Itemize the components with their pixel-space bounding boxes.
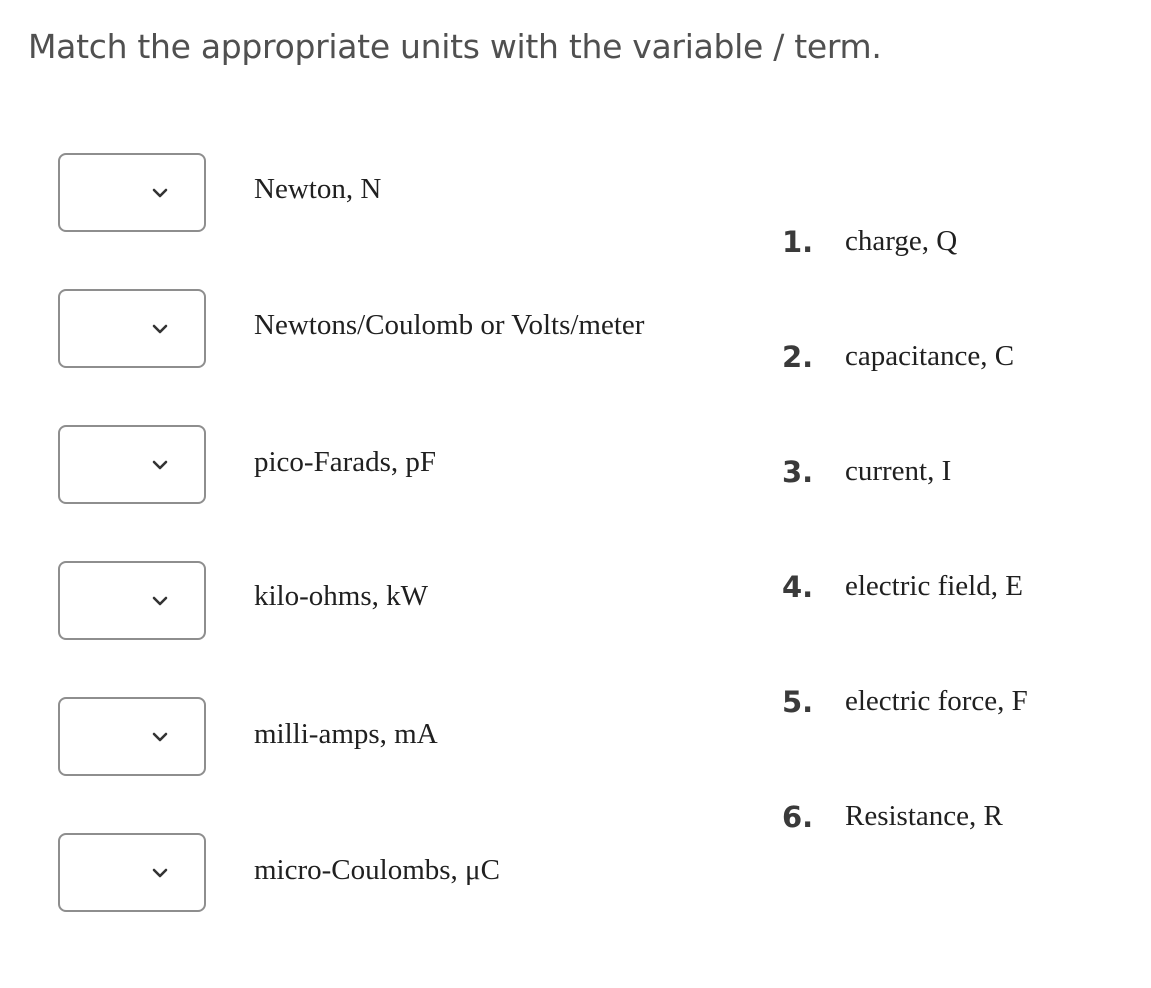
chevron-down-icon <box>152 459 168 471</box>
term-number: 5. <box>782 685 814 719</box>
term-text-electric-field: electric field, E <box>845 570 1023 602</box>
match-dropdown-1[interactable] <box>58 153 206 232</box>
chevron-down-icon <box>152 731 168 743</box>
term-number: 1. <box>782 225 814 259</box>
term-text-current: current, I <box>845 455 952 487</box>
term-text-resistance: Resistance, R <box>845 800 1003 832</box>
chevron-down-icon <box>152 187 168 199</box>
unit-label-micro-coulombs: micro-Coulombs, μC <box>254 854 500 886</box>
term-text-charge: charge, Q <box>845 225 958 257</box>
match-dropdown-4[interactable] <box>58 561 206 640</box>
match-dropdown-3[interactable] <box>58 425 206 504</box>
term-text-capacitance: capacitance, C <box>845 340 1015 372</box>
term-number: 4. <box>782 570 814 604</box>
match-dropdown-6[interactable] <box>58 833 206 912</box>
question-title: Match the appropriate units with the variable / term. <box>28 27 882 66</box>
match-dropdown-5[interactable] <box>58 697 206 776</box>
term-number: 6. <box>782 800 814 834</box>
chevron-down-icon <box>152 323 168 335</box>
term-number: 2. <box>782 340 814 374</box>
unit-label-pico-farads: pico-Farads, pF <box>254 446 437 478</box>
term-number: 3. <box>782 455 814 489</box>
unit-label-newtons-per-coulomb: Newtons/Coulomb or Volts/meter <box>254 309 645 341</box>
unit-label-newton: Newton, N <box>254 173 382 205</box>
chevron-down-icon <box>152 595 168 607</box>
chevron-down-icon <box>152 867 168 879</box>
unit-label-kilo-ohms: kilo-ohms, kW <box>254 580 428 612</box>
term-text-electric-force: electric force, F <box>845 685 1028 717</box>
unit-label-milli-amps: milli-amps, mA <box>254 718 438 750</box>
match-dropdown-2[interactable] <box>58 289 206 368</box>
